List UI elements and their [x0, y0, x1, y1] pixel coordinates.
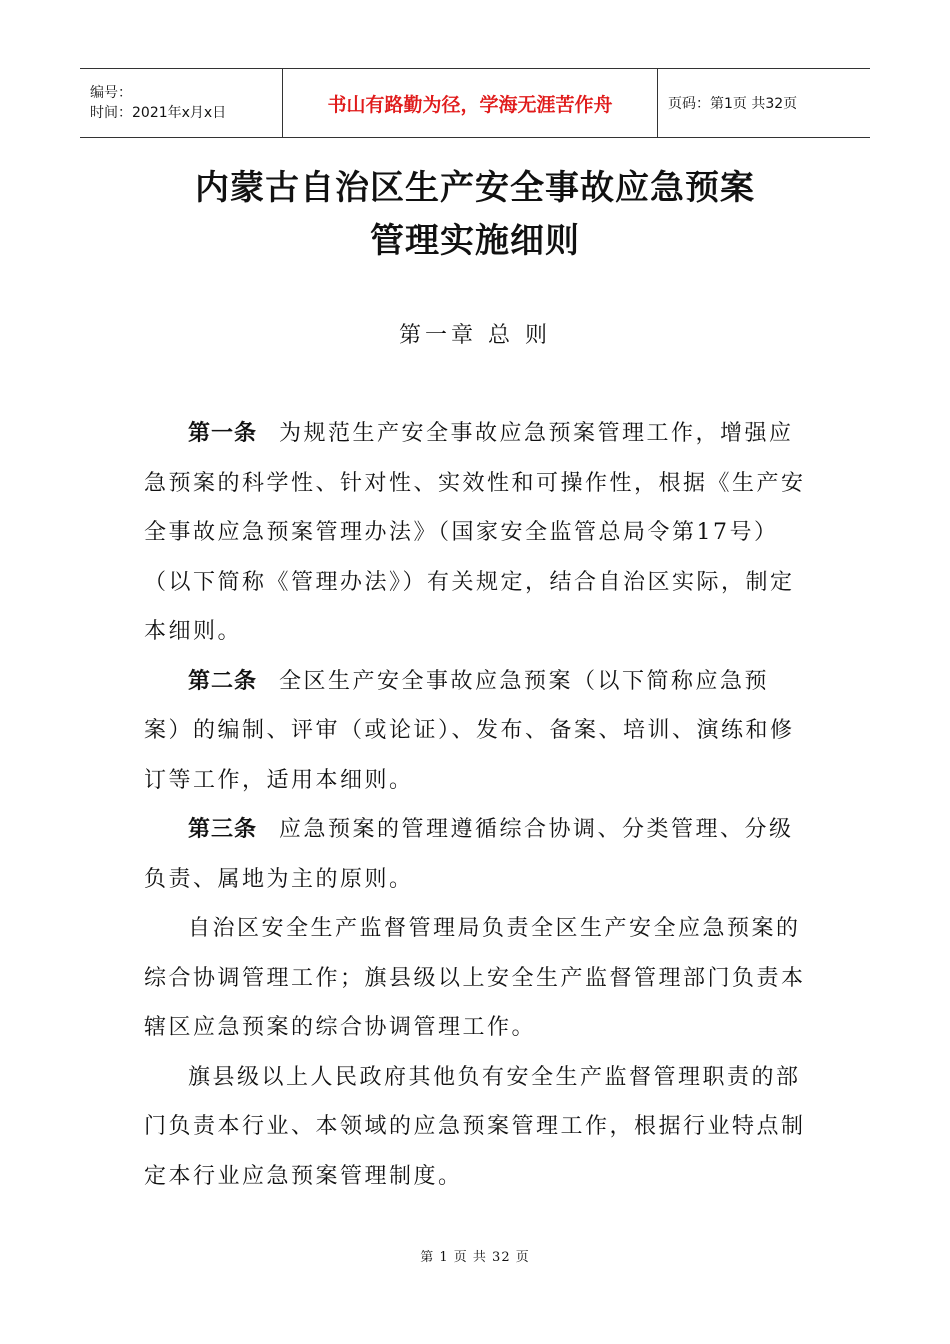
page-footer: 第 1 页 共 32 页: [420, 1250, 530, 1265]
article-text: 全区生产安全事故应急预案（以下简称应急预案）的编制、评审（或论证）、发布、备案、培训、演练和修订等工作，适用本细则。: [144, 668, 795, 793]
body-paragraph: [144, 1053, 806, 1202]
article-text: 为规范生产安全事故应急预案管理工作，增强应急预案的科学性、针对性、实效性和可操作性，根据《生产安全事故应急预案管理办法》（国家安全监管总局令第17号）（以下简称《管理办法》）有关规定，结合自治区实际，制定本细则。: [144, 421, 806, 644]
paragraph-text: 自治区安全生产监督管理局负责全区生产安全应急预案的综合协调管理工作；旗县级以上安全生产监督管理部门负责本辖区应急预案的综合协调管理工作。: [144, 916, 806, 1040]
article-paragraph: [144, 409, 806, 657]
document-header: [80, 68, 870, 138]
article-number: 第一条: [188, 421, 258, 446]
article-number: 第二条: [188, 668, 258, 694]
document-number-label: 编号：: [90, 85, 132, 101]
article-paragraph: [144, 805, 806, 904]
body-paragraph: [144, 904, 806, 1053]
chapter-heading: 第一章 总 则: [399, 323, 551, 348]
article-paragraph: [144, 657, 806, 806]
paragraph-text: 旗县级以上人民政府其他负有安全生产监督管理职责的部门负责本行业、本领域的应急预案管理工作，根据行业特点制定本行业应急预案管理制度。: [144, 1064, 806, 1189]
article-text: 应急预案的管理遵循综合协调、分类管理、分级负责、属地为主的原则。: [144, 817, 794, 892]
document-body: [144, 409, 806, 1201]
document-title-line1: 内蒙古自治区生产安全事故应急预案: [195, 168, 755, 208]
header-meta: [80, 69, 282, 137]
document-title-line2: 管理实施细则: [370, 221, 580, 261]
document-time-label: 时间：2021年x月x日: [90, 105, 227, 121]
header-page-info: 页码：第1页 共32页: [668, 96, 798, 112]
article-number: 第三条: [188, 817, 258, 842]
header-motto: 书山有路勤为径，学海无涯苦作舟: [282, 69, 658, 137]
